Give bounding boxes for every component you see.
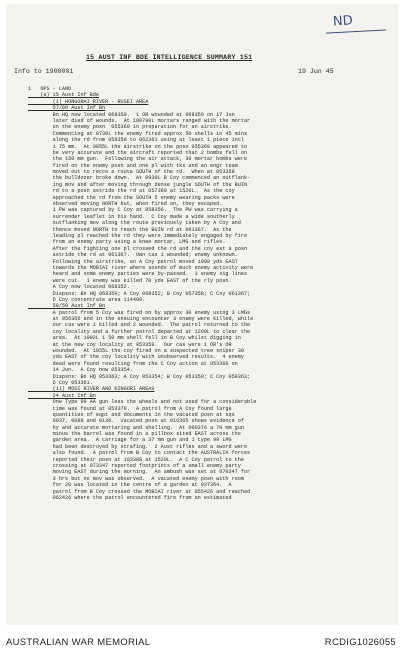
body-line: from an enemy party using a knee mortar, LMG and rifles. [28,239,226,246]
body-line: D Coy 053361. [28,379,93,386]
body-line: surrender leaflet in his hand. C Coy made a wide southerly [28,213,235,220]
body-line: observed moving NORTH but, when fired on, they escaped. [28,201,223,208]
body-line: were cut. 1 enemy was killed 70 yds EAST of the rly posn. [28,277,232,284]
body-line: rd to a posn astride the rd at 057360 at 1520L. As the coy [28,188,235,195]
body-line: 57/60 Aust Inf Bn [28,105,106,112]
body-line: (ii) MOSI RIVER AND KINGORI AREAS [28,386,155,393]
body-line: time was found at 053379. A patrol from A Coy found large [28,405,232,412]
body-line: heard and some enemy parties were by-passed. 3 enemy sig lines [28,271,248,278]
body-line: ing mov and after moving through dense jungle SOUTH of the BUIN [28,181,248,188]
body-line: also found. A patrol from B Coy to contact the AUSTRALIA forces [28,450,251,457]
body-line: A Coy now located 068352. [28,284,130,291]
body-line: the 150 mm gun. Following the air attack, 30 mortar bombs were [28,156,248,163]
body-line: Following the airstrike, an A Coy patrol moved 1000 yds EAST [28,258,238,265]
handwritten-underline [326,29,386,33]
body-line: One Type 99 AA gun less the wheels and not used for a considerable [28,399,257,406]
body-line: 58/59 Aust Inf Bn [28,303,106,310]
body-line: D Coy concentrate area 114409. [28,296,146,303]
footer-archive-name: AUSTRALIAN WAR MEMORIAL [6,637,151,648]
body-line: 24 Aust Inf Bn [28,392,96,399]
body-line: fired on the enemy posn and one pl with tks and an engr team [28,162,238,169]
document-body [28,86,390,501]
body-line: later died of wounds. At 180700L mortars ranged with the mortar [28,117,251,124]
body-line: Dispsns: Bn HQ 068359; A Coy 068352; B Coy 057358; C Coy 061367; [28,290,251,297]
body-line: towards the MOBIAI river where sounds of much enemy activity were [28,264,254,271]
body-line: for 20 was located in the centre of a garden at 037364. A [28,482,232,489]
body-line: crossing at 073347 reported footprints of a small enemy party [28,463,241,470]
body-line: 3 hrs but no mov was observed. A vacated enemy posn with room [28,475,244,482]
body-line: (i) HONGORAI RIVER - RUSEI AREA [28,98,149,105]
body-line: the bulldozer broke down. At 0930L B Coy commenced an outflank- [28,175,251,182]
body-line: reported their posn at 103388 at 1520L. A C Coy patrol to the [28,456,244,463]
body-line: our cas were 1 killed and 2 wounded. The patrol returned to the [28,322,251,329]
body-line: leading pl reached the rd they were immediately engaged by fire [28,232,248,239]
body-line: area. At 1002L 1 50 mm shell fell in B Coy whilst digging in [28,335,241,342]
body-line: coy locality and a further patrol departed at 1200L to clear the [28,328,251,335]
handwritten-note: ND [332,13,354,30]
body-line: had been destroyed by strafing. 2 Aust rifles and a sword were [28,443,248,450]
body-line: Commencing at 0730L the enemy fired approx 50 shells in 45 mins [28,130,248,137]
body-line: moving EAST during the morning. An ambush was set at 070347 for [28,469,251,476]
body-line: 1 OPS - LAND [28,86,72,92]
body-line: dead were found resulting from the C Coy action at 053366 on [28,360,238,367]
body-line: yds EAST of the coy locality with unobserved results. 4 enemy [28,354,244,361]
body-line: at the new coy locality at 053359. Our cas were 1 OR's OR [28,341,232,348]
body-line: outflanking mov along the route previously taken by A Coy and [28,220,241,227]
body-line: A patrol from 5 Coy was fired on by approx 30 enemy using 3 LMGs [28,309,251,316]
body-line: wounded. At 1055L the coy fired on a suspected tree sniper 30 [28,348,244,355]
body-line: 062426 where the patrol encountered fire from an estimated [28,495,232,501]
body-line: patrol from B Coy crossed the MOBIAI river at 055426 and reached [28,488,251,495]
body-line: be very accurate and the aircraft reported that 2 bombs fell on [28,149,248,156]
body-line: 1 75 mm. At 0855L the airstrike on the posn 055360 appeared to [28,143,248,150]
info-line: Info to 1900001 [14,68,74,75]
body-line: (a) 15 Aust Inf Bde [28,92,99,99]
body-line: Bn HQ now located 068359. 1 OR wounded at 068350 on 17 Jun [28,111,235,118]
body-line: After the fighting one pl crossed the rd and the coy est a posn [28,245,248,252]
body-line: garden area. A carriage for a 37 mm gun and 1 type 99 LMG [28,437,232,444]
body-line: hy and accurate mortaring and shelling. At 000376 a 70 mm gun [28,424,244,431]
body-line: minus the barrel was found in a pillbox sited EAST across the [28,431,241,438]
body-line: at 056366 and in the ensuing encounter 3 enemy were killed, while [28,316,254,323]
body-line: moved out to recce a route SOUTH of the rd. When at 053358 [28,169,235,176]
body-line: 1 PW was captured by C Coy at 058356. The PW was carrying a [28,207,238,214]
body-line: approached the rd from the SOUTH 5 enemy wearing packs were [28,194,235,201]
body-line: 0037, 0086 and 0136. Vacated posn at 016365 shows evidence of [28,418,244,425]
body-line: along the rd from 058359 to 062361 using at least 1 piece incl [28,137,244,144]
document-date: 19 Jun 45 [298,68,334,75]
body-line: thence moved NORTH to reach the BUIN rd at 061367. As the [28,226,232,233]
body-line: astride the rd at 061367. Own cas 1 wounded; enemy unknown. [28,252,238,259]
document-page [6,4,398,625]
body-line: on the enemy posn 055360 in preparation for an airstrike. [28,124,232,131]
body-line: quantities of eqpt and documents in the vacated posn at sqs [28,411,235,418]
document-title: 15 AUST INF BDE INTELLIGENCE SUMMARY 151 [86,54,253,61]
body-line: Dispsns: Bn HQ 053363; A Coy 053354; B Coy 053359; C Coy 059363; [28,373,251,380]
footer-record-id: RCDIG1026055 [324,637,396,648]
body-line: 14 Jun. A Coy now 053354. [28,367,133,374]
archive-footer [0,633,402,654]
